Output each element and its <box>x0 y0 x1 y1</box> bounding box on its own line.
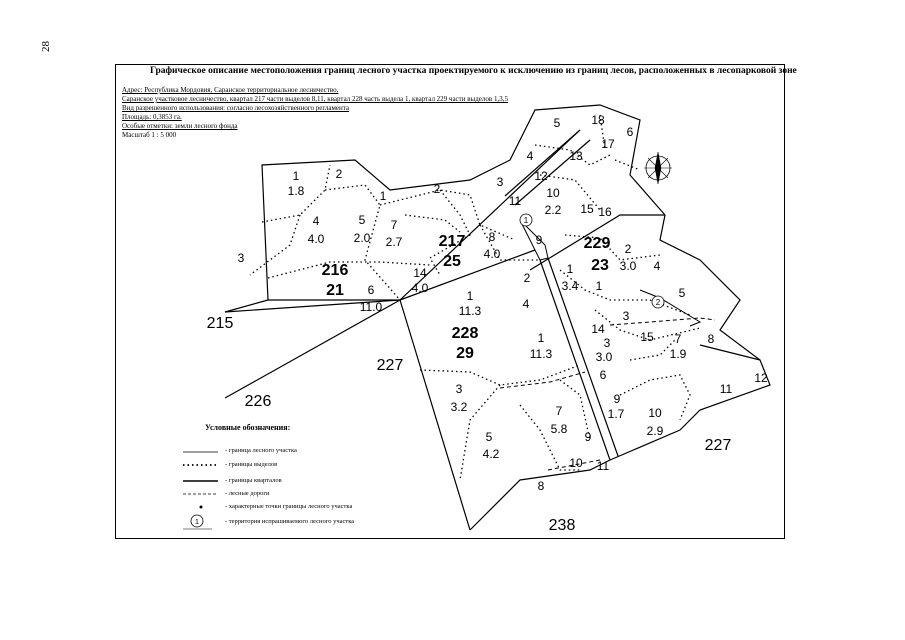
usage-line: Вид разрешенного использования: согласно лесохозяйственного регламента <box>122 104 350 112</box>
plot-label: 7 <box>390 218 398 232</box>
plot-label: 1 <box>292 169 300 183</box>
plot-label: 12 <box>534 169 548 183</box>
plot-label: 3 <box>455 382 463 396</box>
plot-label: 1 <box>379 189 387 203</box>
plot-label: 9 <box>613 392 621 406</box>
plot-label: 15 <box>580 202 594 216</box>
plot-label: 10 <box>569 456 583 470</box>
neighbor-quarter-label: 215 <box>206 315 234 332</box>
plot-label: 6 <box>599 368 607 382</box>
plot-label: 3.0 <box>595 350 613 364</box>
point-marker-label: 2 <box>655 298 661 307</box>
legend-item-territory: - территория испрашиваемого лесного участка <box>225 518 355 525</box>
plot-label: 5 <box>485 430 493 444</box>
plot-label: 8 <box>707 332 715 346</box>
map-title: Графическое описание местоположения границ лесного участка проектируемого к исключению из границ лесов, расположенных в лесопарковой зоне <box>150 66 797 76</box>
notes-line: Особые отметки: земли лесного фонда <box>122 122 238 130</box>
legend-item-roads: - лесные дороги <box>225 490 270 497</box>
plot-label: 17 <box>601 137 615 151</box>
plot-label: 3 <box>603 336 611 350</box>
quarter-number-228: 228 <box>451 325 479 342</box>
plot-label: 9 <box>584 430 592 444</box>
legend-item-points: - характерные точки границы лесного участка <box>225 503 353 510</box>
plot-label: 14 <box>413 266 427 280</box>
plot-label: 2.0 <box>353 231 371 245</box>
plot-label: 11 <box>596 459 610 473</box>
plot-label: 7 <box>674 332 682 346</box>
point-marker-label: 1 <box>523 216 529 225</box>
plot-label: 15 <box>640 330 654 344</box>
legend-item-quarters: - границы кварталов <box>225 477 282 484</box>
quarter-area-216: 21 <box>326 282 344 299</box>
plot-label: 4 <box>653 259 661 273</box>
plot-label: 1.7 <box>607 407 625 421</box>
plot-label: 2 <box>433 182 441 196</box>
page-number: 28 <box>40 41 52 52</box>
plot-label: 2.2 <box>544 203 562 217</box>
plot-label: 11.3 <box>529 347 553 361</box>
plot-label: 10 <box>648 406 662 420</box>
plot-label: 2.9 <box>646 424 664 438</box>
plot-label: 4 <box>522 297 530 311</box>
neighbor-quarter-label: 227 <box>376 357 404 374</box>
plot-label: 11.3 <box>458 304 482 318</box>
plot-label: 5 <box>358 213 366 227</box>
plot-label: 8 <box>488 230 496 244</box>
quarter-area-229: 23 <box>591 257 609 274</box>
plot-label: 1 <box>537 331 545 345</box>
plot-label: 1 <box>466 289 474 303</box>
plot-label: 4.0 <box>307 232 325 246</box>
plot-label: 4.0 <box>411 281 429 295</box>
plot-label: 12 <box>754 371 768 385</box>
plot-label: 5.8 <box>550 422 568 436</box>
plot-label: 3.2 <box>450 400 468 414</box>
neighbor-quarter-label: 227 <box>704 437 732 454</box>
plot-label: 11.0 <box>359 300 383 314</box>
plot-label: 1.8 <box>287 184 305 198</box>
plot-label: 11 <box>508 194 522 208</box>
area-line: Площадь: 0,3853 га. <box>122 113 182 121</box>
quarter-number-229: 229 <box>583 235 611 252</box>
plot-label: 4.0 <box>483 247 501 261</box>
plot-label: 1 <box>595 279 603 293</box>
plot-label: 5 <box>553 116 561 130</box>
plot-label: 7 <box>555 404 563 418</box>
plot-label: 6 <box>367 283 375 297</box>
plot-label: 2 <box>335 167 343 181</box>
plot-label: 13 <box>569 149 583 163</box>
legend-marker-label: 1 <box>195 519 199 526</box>
legend-item-boundary: - граница лесного участка <box>225 447 297 454</box>
legend-item-plots: - границы выделов <box>225 461 278 468</box>
plot-label: 1.9 <box>669 347 687 361</box>
plot-label: 1 <box>566 262 574 276</box>
plot-label: 3 <box>496 175 504 189</box>
plot-label: 18 <box>591 113 605 127</box>
plot-label: 10 <box>546 186 560 200</box>
address-line: Адрес: Республика Мордовия, Саранское территориальное лесничество, <box>122 86 339 94</box>
scale-line: Масштаб 1 : 5 000 <box>122 131 177 139</box>
plot-label: 6 <box>626 125 634 139</box>
plot-label: 9 <box>535 233 543 247</box>
quarter-number-216: 216 <box>321 262 349 279</box>
plot-label: 14 <box>591 322 605 336</box>
plot-label: 2 <box>523 271 531 285</box>
plot-label: 5 <box>678 286 686 300</box>
plot-label: 4 <box>526 149 534 163</box>
plot-label: 3 <box>237 251 245 265</box>
plot-label: 2.7 <box>385 235 403 249</box>
neighbor-quarter-label: 226 <box>244 393 272 410</box>
plot-label: 8 <box>537 479 545 493</box>
plot-label: 11 <box>719 382 733 396</box>
plot-label: 3.4 <box>561 279 579 293</box>
quarter-area-228: 29 <box>456 345 474 362</box>
plot-label: 4 <box>312 214 320 228</box>
quarter-number-217: 217 <box>438 233 466 250</box>
forestry-line: Саранское участковое лесничество, квартал 217 части выделов 8,11, квартал 228 часть выдела 1, квартал 229 части выделов 1,3,5 <box>122 95 508 103</box>
legend-symbol-point <box>200 506 203 509</box>
plot-label: 2 <box>624 242 632 256</box>
plot-label: 3.0 <box>619 259 637 273</box>
neighbor-quarter-label: 238 <box>548 517 576 534</box>
plot-label: 4.2 <box>482 447 500 461</box>
plot-label: 16 <box>598 205 612 219</box>
quarter-area-217: 25 <box>443 253 461 270</box>
legend-title: Условные обозначения: <box>205 423 291 432</box>
plot-label: 3 <box>622 309 630 323</box>
